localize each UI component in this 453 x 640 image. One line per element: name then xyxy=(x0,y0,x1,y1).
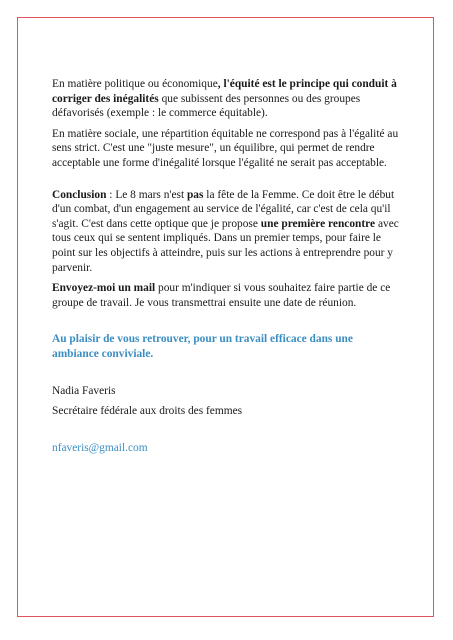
signature-email-link[interactable]: nfaveris@gmail.com xyxy=(52,441,148,454)
text-run: avec tous ceux qui se sentent impliqués. Dans un premier temps, pour faire le point sur les objectifs à atteindre, puis sur les actions à entreprendre pour y parvenir. xyxy=(52,217,399,274)
bold-text-run: Conclusion xyxy=(52,188,107,201)
text-run: la fête de la Femme. Ce doit être le début d'un combat, d'un engagement au service de l'égalité, car c'est de cela qu'il s'agit. C'est dans cette optique que je propose xyxy=(52,188,395,230)
intro-paragraph-2: En matière sociale, une répartition équitable ne correspond pas à l'égalité au sens strict. C'est une "juste mesure", un équilibre, qui permet de rendre acceptable une forme d'inégalité lorsque l'égalité ne serait pas acceptable. xyxy=(52,127,399,169)
text-run: que subissent des personnes ou des groupes défavorisés (exemple : le commerce équitable). xyxy=(52,92,361,120)
email-request-paragraph xyxy=(52,281,402,310)
bold-text-run: pas xyxy=(186,188,204,201)
bold-text-run: une première rencontre xyxy=(260,217,376,230)
signature-name: Nadia Faveris xyxy=(52,384,116,397)
intro-paragraph-1 xyxy=(52,77,402,121)
text-run: : Le 8 mars n'est xyxy=(106,188,187,201)
document-body xyxy=(52,77,402,455)
text-run: En matière politique ou économique xyxy=(52,78,218,90)
closing-line: Au plaisir de vous retrouver, pour un travail efficace dans une ambiance conviviale. xyxy=(52,333,353,360)
bold-text-run: Envoyez-moi un mail xyxy=(52,282,156,295)
conclusion-paragraph xyxy=(52,188,402,276)
signature-role: Secrétaire fédérale aux droits des femmes xyxy=(52,405,243,418)
bold-text-run: , l'équité est le principe qui conduit à corriger des inégalités xyxy=(52,78,397,105)
text-run: pour m'indiquer si vous souhaitez faire partie de ce groupe de travail. Je vous transmettrai ensuite une date de réunion. xyxy=(52,282,391,309)
